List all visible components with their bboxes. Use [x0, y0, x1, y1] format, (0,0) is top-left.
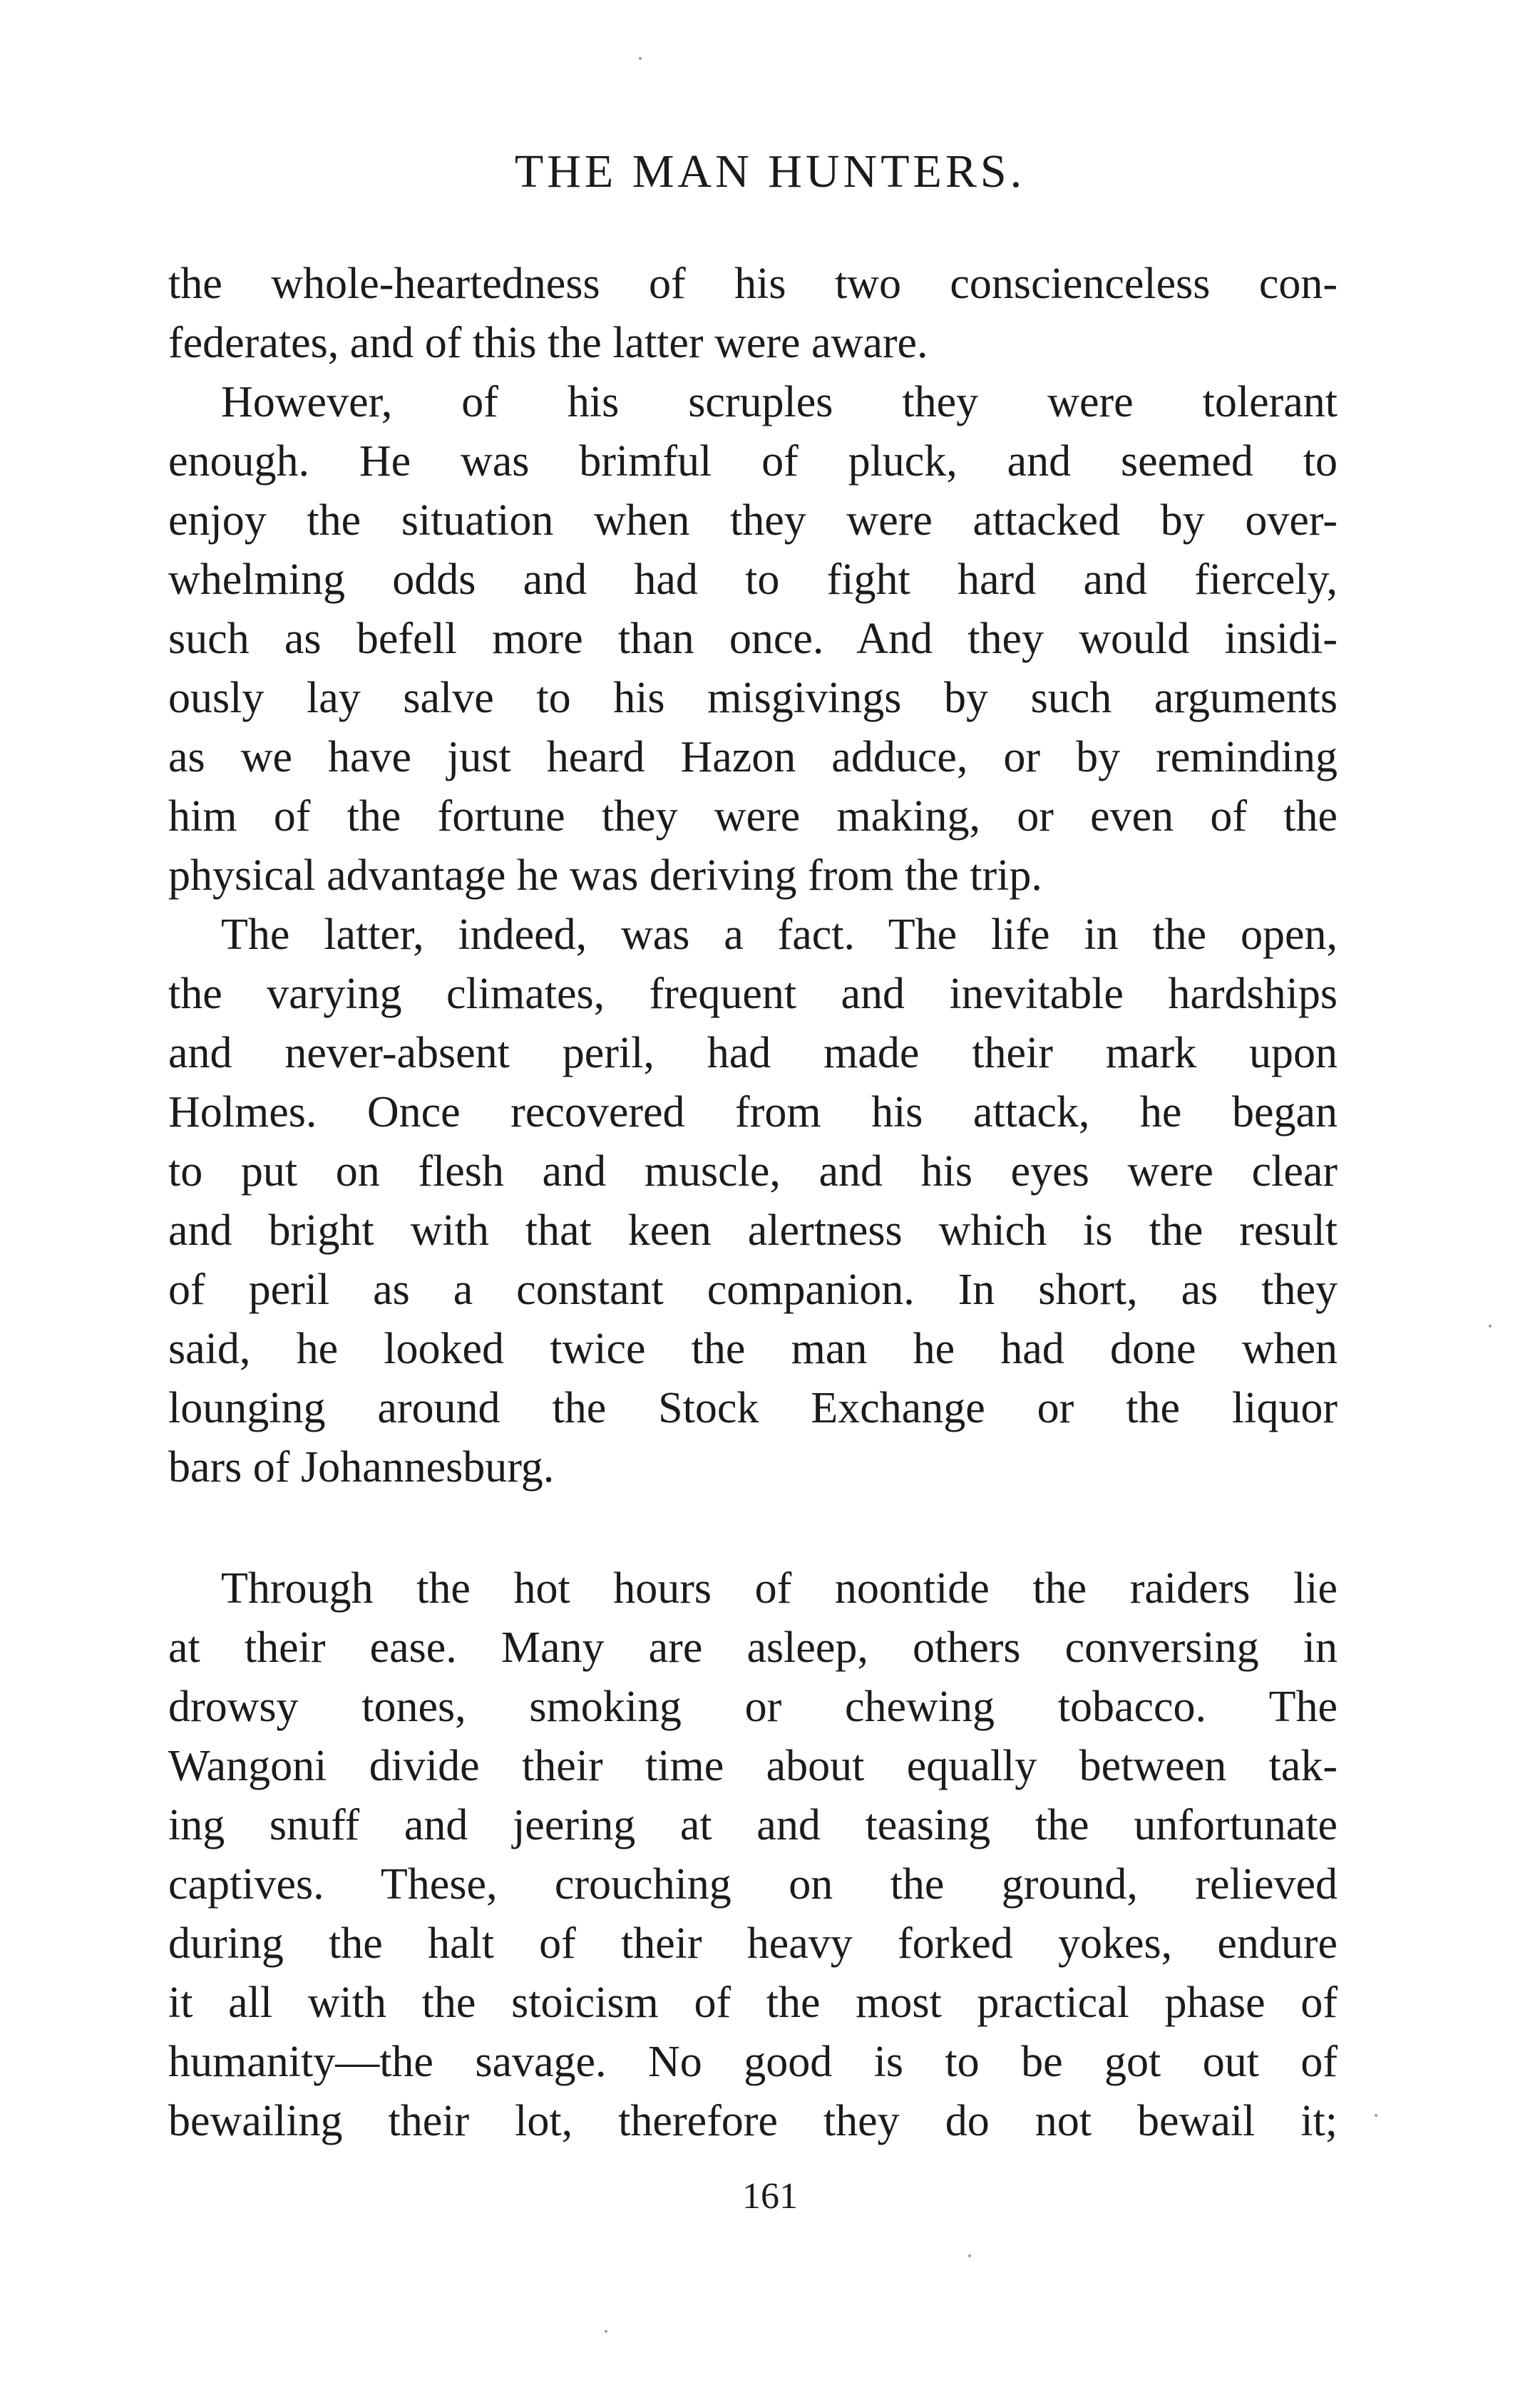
text-line: such as befell more than once. And they would insidi- [168, 615, 1338, 663]
text-line: Wangoni divide their time about equally between tak- [168, 1742, 1338, 1790]
text-line: physical advantage he was deriving from the trip. [168, 851, 1042, 900]
text-line: and bright with that keen alertness which is the result [168, 1206, 1338, 1255]
text-line: the varying climates, frequent and inevitable hardships [168, 970, 1338, 1018]
scan-speck [1489, 1325, 1492, 1328]
text-line: The latter, indeed, was a fact. The life in the open, [221, 910, 1338, 959]
text-line: during the halt of their heavy forked yokes, endure [168, 1919, 1338, 1968]
text-line: and never-absent peril, had made their mark upon [168, 1029, 1338, 1077]
text-line: said, he looked twice the man he had done when [168, 1325, 1338, 1373]
paragraph-3 [168, 905, 1338, 1497]
text-line: humanity—the savage. No good is to be got out of [168, 2038, 1338, 2086]
text-line: ing snuff and jeering at and teasing the unfortunate [168, 1801, 1338, 1849]
text-line: bewailing their lot, therefore they do not bewail it; [168, 2097, 1338, 2145]
text-line: of peril as a constant companion. In short, as they [168, 1266, 1338, 1314]
scan-speck [1375, 2114, 1377, 2117]
page-number: 161 [742, 2176, 798, 2217]
text-line: lounging around the Stock Exchange or the liquor [168, 1384, 1338, 1432]
paragraph-1 [168, 255, 1338, 373]
text-section-2 [168, 1559, 1338, 2151]
scan-speck [968, 2254, 971, 2257]
paragraph-2 [168, 373, 1338, 905]
text-line: to put on flesh and muscle, and his eyes were clear [168, 1147, 1338, 1196]
text-line: whelming odds and had to fight hard and fiercely, [168, 555, 1338, 604]
running-head: THE MAN HUNTERS. [514, 145, 1026, 197]
text-section-1 [168, 255, 1338, 1497]
scan-speck [639, 57, 642, 60]
text-line: him of the fortune they were making, or even of the [168, 792, 1338, 841]
paragraph-4 [168, 1559, 1338, 2151]
text-line: ously lay salve to his misgivings by such arguments [168, 674, 1338, 722]
text-line: However, of his scruples they were tolerant [221, 378, 1338, 426]
text-line: it all with the stoicism of the most practical phase of [168, 1978, 1338, 2027]
text-line: captives. These, crouching on the ground, relieved [168, 1860, 1338, 1909]
text-line: enjoy the situation when they were attacked by over- [168, 496, 1338, 545]
text-line: the whole-heartedness of his two conscienceless con- [168, 260, 1338, 308]
text-line: Holmes. Once recovered from his attack, he began [168, 1088, 1338, 1136]
scan-speck [605, 2330, 607, 2333]
text-line: drowsy tones, smoking or chewing tobacco. The [168, 1683, 1338, 1731]
text-line: at their ease. Many are asleep, others conversing in [168, 1623, 1338, 1672]
text-line: enough. He was brimful of pluck, and seemed to [168, 437, 1338, 486]
text-line: federates, and of this the latter were aware. [168, 319, 928, 367]
text-line: bars of Johannesburg. [168, 1443, 555, 1492]
text-line: Through the hot hours of noontide the raiders lie [221, 1564, 1338, 1613]
text-line: as we have just heard Hazon adduce, or by reminding [168, 733, 1338, 781]
